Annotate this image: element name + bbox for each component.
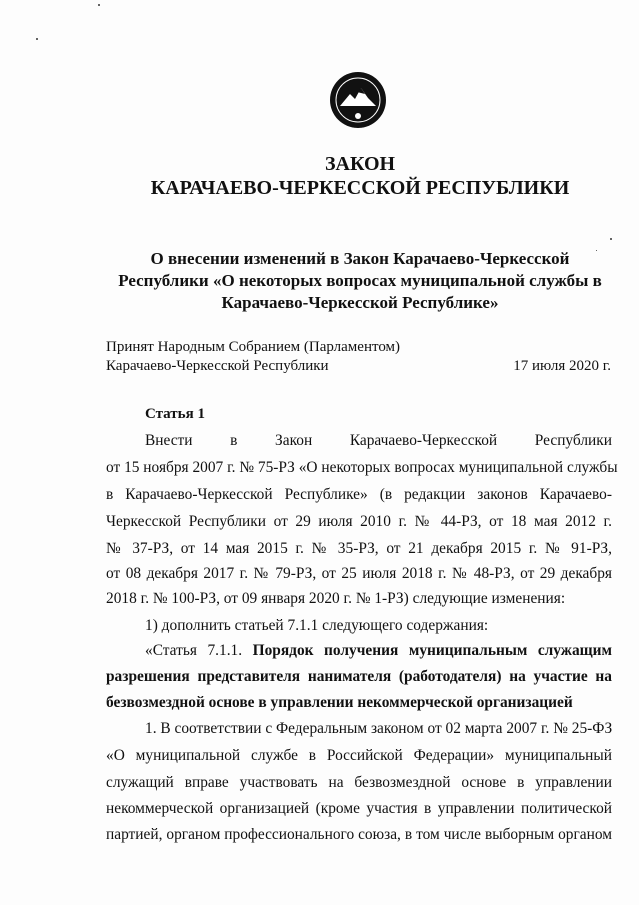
adoption-date: 17 июля 2020 г. <box>513 358 611 374</box>
body-line: Внести в Закон Карачаево-Черкесской Республики <box>145 432 612 449</box>
scan-speck <box>596 250 597 251</box>
body-line: Черкесской Республики от 29 июля 2010 г. № 44-РЗ, от 18 мая 2012 г. <box>106 513 612 530</box>
law-subject <box>95 248 625 314</box>
subject-line: Республики «О некоторых вопросах муниципальной службы в <box>118 271 602 290</box>
coat-of-arms-emblem <box>328 70 388 130</box>
adoption-block <box>106 338 616 376</box>
scan-speck <box>36 38 38 40</box>
adoption-line: Карачаево-Черкесской Республики <box>106 358 329 374</box>
article-7-1-1-heading-line <box>145 641 612 661</box>
body-line: в Карачаево-Черкесской Республике» (в редакции законов Карачаево- <box>106 486 612 503</box>
article-title: Статья 1 <box>145 406 205 422</box>
article-7-1-1-number: «Статья 7.1.1. <box>145 642 243 659</box>
body-line-bold: безвозмездной основе в управлении некоммерческой организацией <box>106 694 573 711</box>
body-line: 2018 г. № 100-РЗ, от 09 января 2020 г. № 1-РЗ) следующие изменения: <box>106 590 566 607</box>
scan-speck <box>98 4 100 6</box>
body-line: 1. В соответствии с Федеральным законом от 02 марта 2007 г. № 25-ФЗ <box>145 720 613 737</box>
subject-line: О внесении изменений в Закон Карачаево-Черкесской <box>150 249 570 268</box>
scan-speck <box>610 238 612 240</box>
law-title <box>80 152 639 200</box>
body-line: служащий вправе участвовать на безвозмездной основе в управлении <box>106 774 612 791</box>
body-line: № 37-РЗ, от 14 мая 2015 г. № 35-РЗ, от 21 декабря 2015 г. № 91-РЗ, <box>106 540 612 557</box>
law-republic: КАРАЧАЕВО-ЧЕРКЕССКОЙ РЕСПУБЛИКИ <box>150 177 570 199</box>
body-line: от 08 декабря 2017 г. № 79-РЗ, от 25 июля 2018 г. № 48-РЗ, от 29 декабря <box>106 565 612 582</box>
article-7-1-1-title: Порядок получения муниципальным служащим <box>252 642 613 659</box>
body-line: 1) дополнить статьей 7.1.1 следующего содержания: <box>145 617 489 634</box>
body-line: от 15 ноября 2007 г. № 75-РЗ «О некоторых вопросах муниципальной службы <box>106 459 618 476</box>
body-line: «О муниципальной службе в Российской Федерации» муниципальный <box>106 747 612 764</box>
body-line: партией, органом профессионального союза, в том числе выборным органом <box>106 826 612 843</box>
body-line: некоммерческой организацией (кроме участия в управлении политической <box>106 800 612 817</box>
adoption-line: Принят Народным Собранием (Парламентом) <box>106 339 401 355</box>
subject-line: Карачаево-Черкесской Республике» <box>221 293 499 312</box>
law-heading: ЗАКОН <box>324 153 396 175</box>
body-line-bold: разрешения представителя нанимателя (работодателя) на участие на <box>106 668 612 685</box>
